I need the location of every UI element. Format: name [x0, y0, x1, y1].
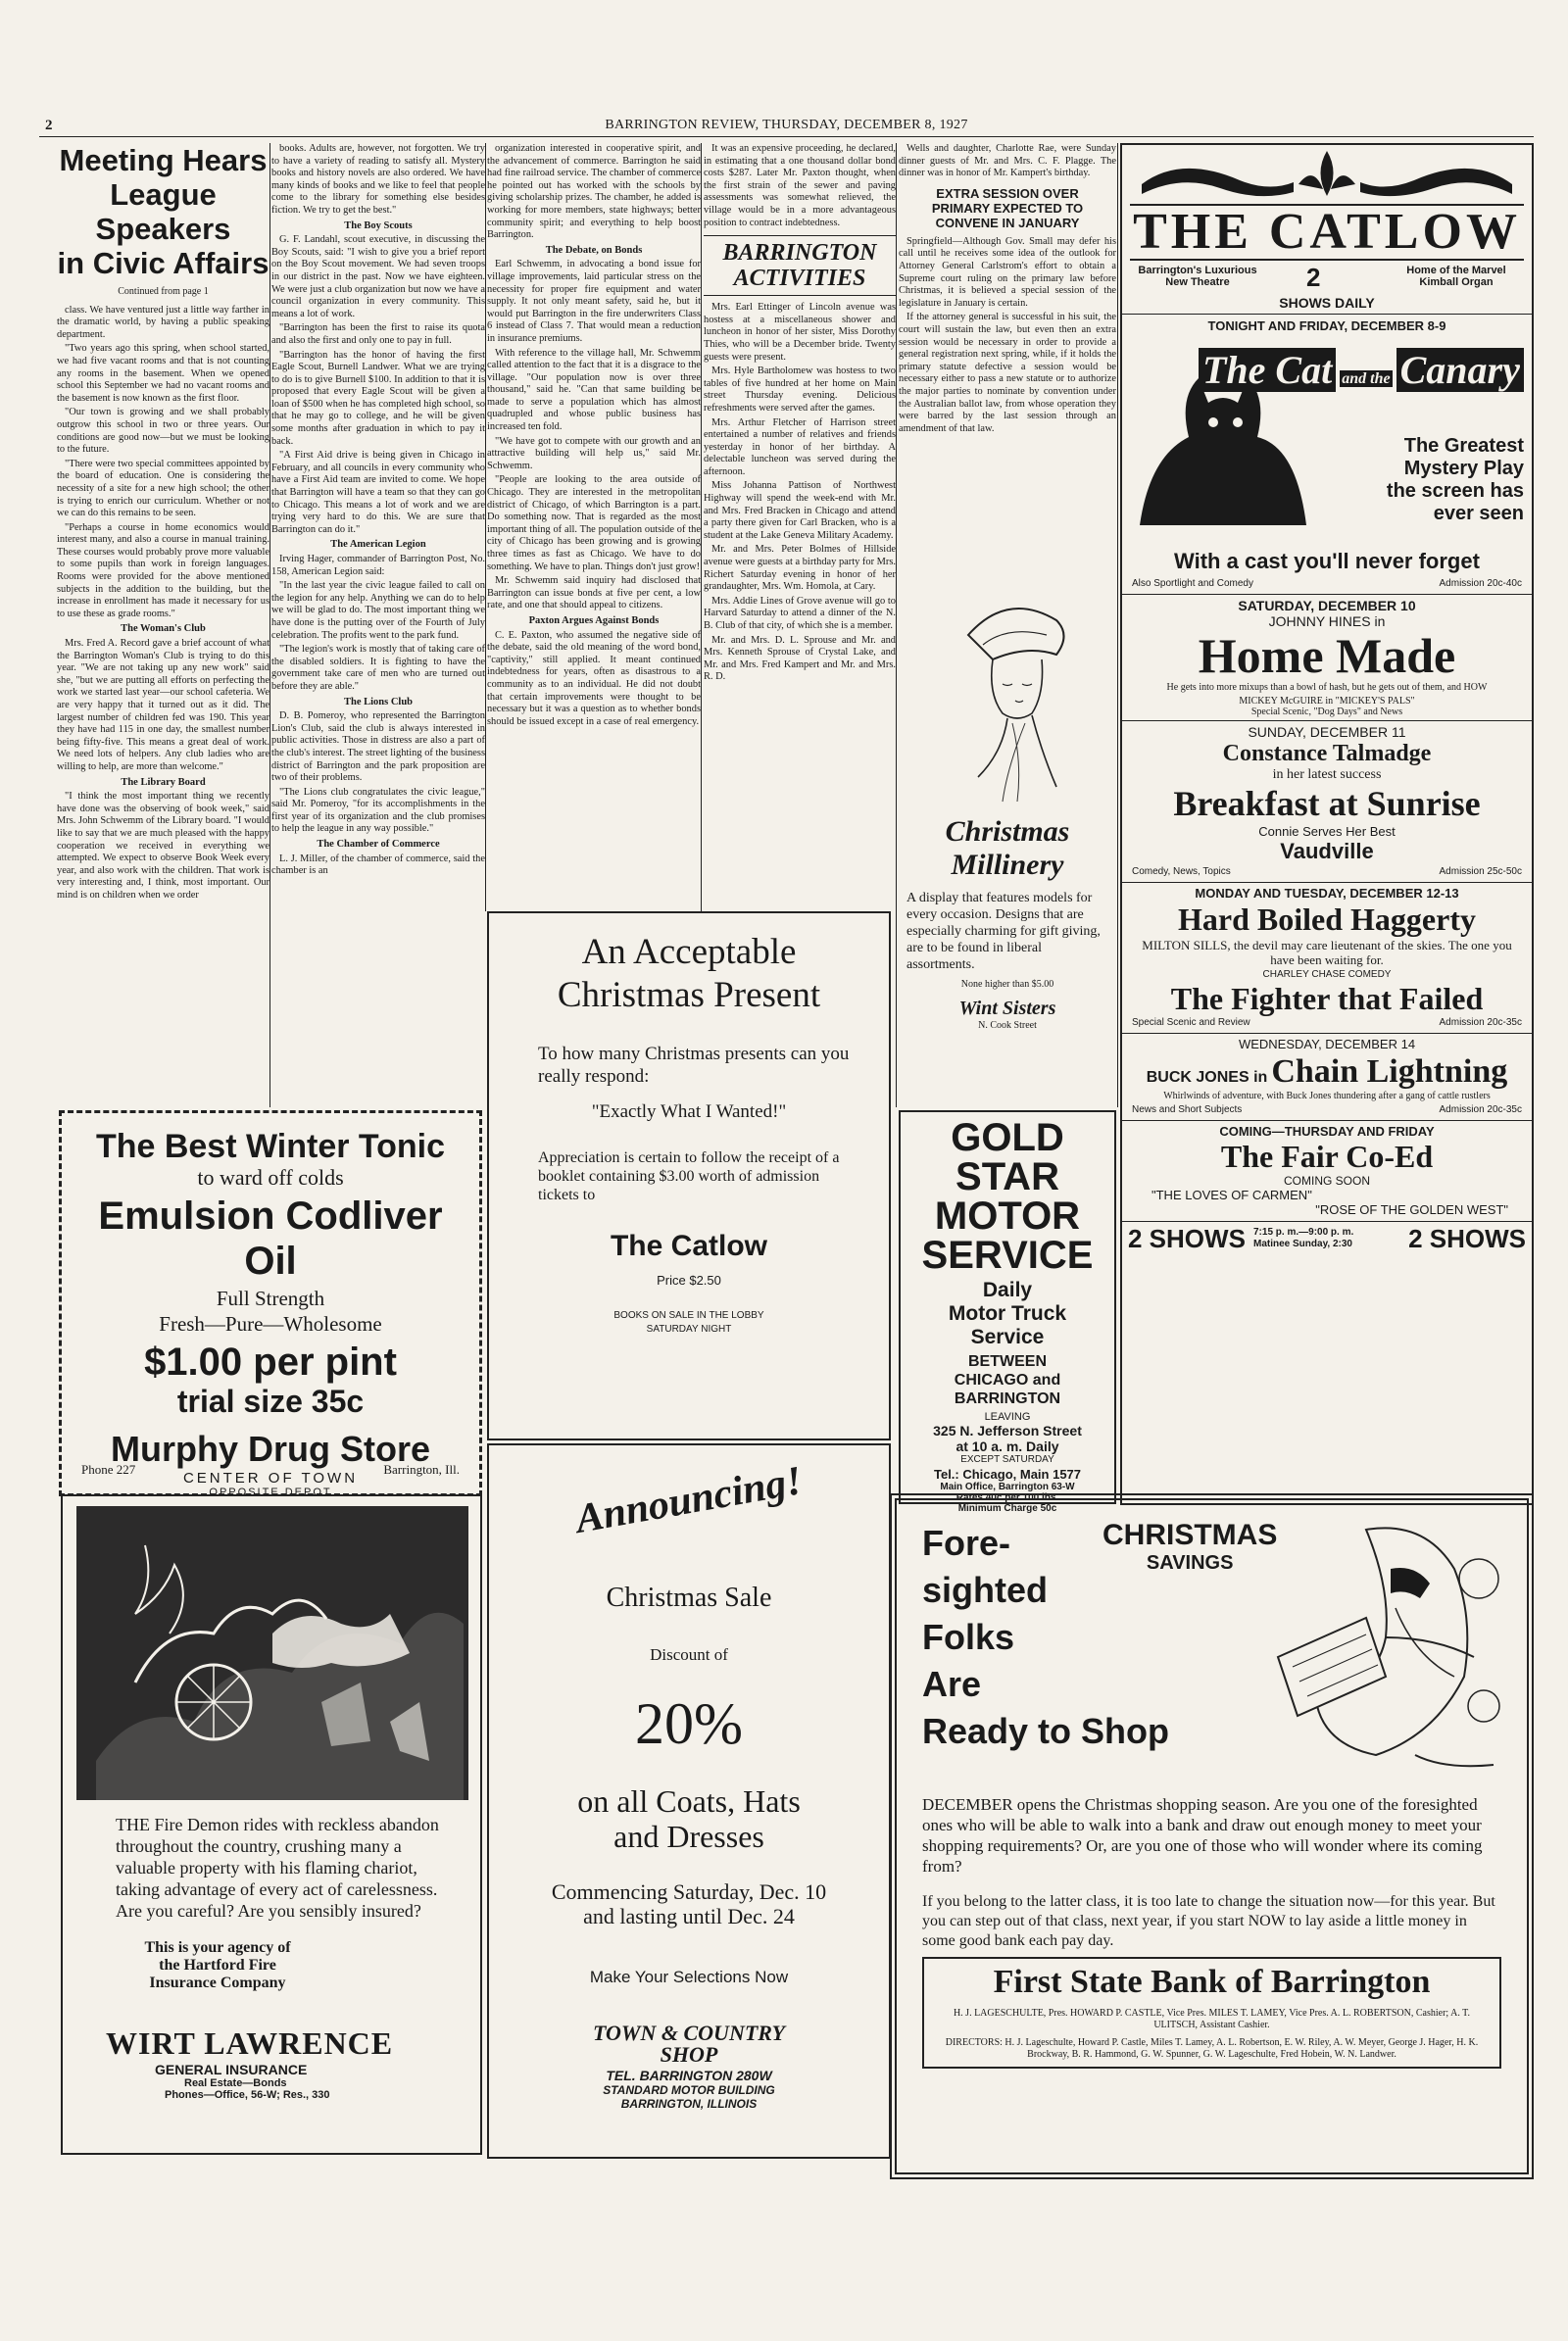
bank-p1: DECEMBER opens the Christmas shopping season. Are you one of the foresighted ones who will be able to walk into a bank and draw out enough money to meet your shopping requirements? Or, are you one of those who will wonder where its coming from?	[922, 1795, 1483, 1876]
fire-text: THE Fire Demon rides with reckless abandon throughout the country, crushing many a valuable property with his flaming chariot, taking advantage of every act of carelessness. Are you careful? Are you sensibly insured?	[116, 1815, 439, 1921]
tonic-sub: to ward off colds	[197, 1165, 344, 1190]
goldstar-leaving: LEAVING	[984, 1411, 1031, 1423]
feature1-tagline: The Greatest Mystery Play the screen has ever seen	[1386, 435, 1524, 524]
fire-name: WIRT LAWRENCE	[106, 2025, 394, 2061]
acceptable-title: An Acceptable Christmas Present	[557, 932, 821, 1015]
column-2: books. Adults are, however, not forgotten. We try to have a variety of reading to satisfy all. Mystery books and history novels are also ordered. We have many kinds of books and we like to feel that people come to the library for something else besides fiction. We try to get the best." The Boy Scouts G. F. Landahl, scout executive, in discussing the Boy Scouts, said: "I wish to give you a brief report on the Boy Scout movement. We had seven troops in our district in the past. Now we have eighteen. We were just a club organization but now we have a council organization in every community. This means a lot of work. "Barrington has been the first to raise its quota and also the first and only one to pay in full. "Barrington has the honor of having the first Eagle Scout, Burnell Landwer. What we are trying to do is to give Burnell $100. In addition to that it is proposed that every Eagle Scout will be given a loan of $500 when he has completed high school, so that he may go to college, and he will be given some months after graduation in which to pay it back. "A First Aid drive is being given in Chicago in February, and all councils in every community who have a First Aid team are invited to come. We hope that Barrington will have a team so that they can go to Chicago. This means a lot of work and we are trying very hard to do this. We are sure that Barrington can do it." The American Legion Irving Hager, commander of Barrington Post, No. 158, American Legion said: "In the last year the civic league failed to call on the legion for any help. Anything we can do to help we will be glad to do. The most important thing we have done is the putting over of the Fourth of July celebration. The profits went to the park fund. "The legion's work is mostly that of taking care of the disabled soldiers. It is fighting to have the government take care of men who are turned out before they are able." The Lions Club D. B. Pomeroy, who represented the Barrington Lion's Club, said the club is always interested in public activities. Those in distress are also a part of the club's interest. The street lighting of the business district of Barrington and the park proposition are two of their problems. "The Lions club congratulates the civic league," said Mr. Pomeroy, "for its accomplishments in the first year of its organization and the club promises to help the league in any way possible." The Chamber of Commerce L. J. Miller, of the chamber of commerce, said the chamber is an	[271, 143, 485, 877]
subhead-woman-club: The Woman's Club	[121, 623, 206, 635]
feature1-title: The Cat and the Canary	[1199, 347, 1524, 393]
santa-passbook-illustration	[1219, 1510, 1513, 1784]
tonic-city: Barrington, Ill.	[383, 1462, 460, 1477]
feature1-dates: TONIGHT AND FRIDAY, DECEMBER 8-9	[1207, 318, 1446, 333]
feature6-b: "ROSE OF THE GOLDEN WEST"	[1315, 1202, 1508, 1217]
feature2-star: JOHNNY HINES in	[1268, 613, 1386, 629]
catlow-name: THE CATLOW	[1130, 204, 1524, 261]
goldstar-title: GOLD STAR MOTOR SERVICE	[921, 1116, 1094, 1277]
feature4-title2: The Fighter that Failed	[1170, 981, 1484, 1016]
catlow-shows: SHOWS DAILY	[1279, 295, 1375, 311]
millinery-address: N. Cook Street	[978, 1020, 1037, 1031]
feature2-special: Special Scenic, "Dog Days" and News	[1250, 707, 1403, 717]
feature3-vaud: Vaudville	[1280, 839, 1374, 863]
goldstar-route: CHICAGO and BARRINGTON	[954, 1372, 1061, 1407]
column-5: Wells and daughter, Charlotte Rae, were Sunday dinner guests of Mr. and Mrs. C. F. Plagge. The dinner was in honor of Mr. Kampert's birthday. EXTRA SESSION OVER PRIMARY EXPECTED TO CONVENE IN JANUARY Springfield—Although Gov. Small may defer his call until he receives some idea of the outlook for Attorney General Carlstrom's effort to obtain a Supreme court ruling on the primary law before Christmas, it is believed a special session of the legislature in January is certain. If the attorney general is successful in his suit, the court will sustain the law, but even then an extra session would be necessary in order to provide a general registration next spring, while, if it holds the primary statute defective a session would be necessary either to pass a new statute or to authorize the major parties to nominate by convention under the Australian ballot law, from whose operation they were barred by the last session through an amendment of that law.	[899, 143, 1116, 434]
feature3-extra: Connie Serves Her Best	[1258, 824, 1396, 839]
column-4: It was an expensive proceeding, he declared, in estimating that a one thousand dollar bond costs $287. Later Mr. Paxton thought, when the first strain of the sewer and paving assessments was somewhat relieved, the village would be in a more advantageous position to contract indebtedness. BARRINGTON ACTIVITIES Mrs. Earl Ettinger of Lincoln avenue was hostess at a miscellaneous shower and luncheon in honor of her sister, Miss Dorothy Thies, who will be a December bride. Twenty guests were present. Mrs. Hyle Bartholomew was hostess to two tables of five hundred at her home on Main street Thursday evening. Delicious refreshments were served after the games. Mrs. Arthur Fletcher of Harrison street entertained a number of relatives and friends yesterday in honor of her birthday. A delectable luncheon was served during the afternoon. Miss Johanna Pattison of Northwest Highway will spend the week-end with Mr. and Mrs. Fred Bracken in Chicago and attend a party there given for Carl Bracken, who is a student at the Lake Geneva Military Academy. Mr. and Mrs. Peter Bolmes of Hillside avenue were guests at a birthday party for Mrs. Richert Saturday evening in honor of her grandaughter, Mrs. Wm. Homola, at Cary. Mrs. Addie Lines of Grove avenue will go to Harvard Saturday to attend a dinner of the N. B. Club of that city, of which she is a member. Mr. and Mrs. D. L. Sprouse and Mr. and Mrs. Kenneth Sprouse of Crystal Lake, and Mr. and Mrs. Fred Kampert and Mr. and Mrs. R. D.	[704, 143, 896, 683]
fire-estate: Real Estate—Bonds	[184, 2077, 287, 2089]
acceptable-theatre: The Catlow	[610, 1230, 767, 1262]
feature6-a: "THE LOVES OF CARMEN"	[1152, 1188, 1312, 1202]
page-number: 2	[45, 118, 53, 133]
feature3-title: Breakfast at Sunrise	[1173, 784, 1481, 823]
feature4-date: MONDAY AND TUESDAY, DECEMBER 12-13	[1195, 886, 1459, 901]
fire-phone: Phones—Office, 56-W; Res., 330	[165, 2089, 330, 2101]
sale-dates: Commencing Saturday, Dec. 10 and lasting until Dec. 24	[551, 1879, 827, 1928]
fire-agency: This is your agency of the Hartford Fire Insurance Company	[144, 1939, 291, 1991]
catlow-left-tag: Barrington's Luxurious New Theatre	[1138, 265, 1257, 288]
acceptable-sale: BOOKS ON SALE IN THE LOBBY SATURDAY NIGHT	[613, 1310, 764, 1335]
tonic-strength: Full Strength	[216, 1287, 325, 1310]
acceptable-text: Appreciation is certain to follow the receipt of a booklet containing $3.00 worth of admission tickets to	[538, 1149, 840, 1203]
tonic-quality: Fresh—Pure—Wholesome	[159, 1312, 382, 1336]
masthead	[39, 116, 1534, 137]
feature6-soon: COMING SOON	[1283, 1174, 1370, 1188]
goldstar-minimum: Minimum Charge 50c	[957, 1503, 1057, 1514]
fire-demon-chariot-illustration	[76, 1506, 468, 1800]
acceptable-present-ad	[487, 911, 891, 1440]
christmas-sale-ad	[487, 1443, 891, 2159]
feature3-star: Constance Talmadge	[1222, 741, 1432, 766]
bank-nameplate	[922, 1957, 1501, 2069]
feature5-footer: News and Short Subjects Admission 20c-35c	[1132, 1104, 1522, 1115]
goldstar-sub: Daily Motor Truck Service	[948, 1279, 1067, 1348]
feature3-date: SUNDAY, DECEMBER 11	[1248, 724, 1406, 740]
subhead-lions: The Lions Club	[343, 696, 414, 707]
tonic-store: Murphy Drug Store	[110, 1429, 430, 1469]
feature3-footer: Comedy, News, Topics Admission 25c-50c	[1132, 866, 1522, 877]
catlow-tagline-row	[1134, 263, 1520, 296]
sale-headline-row	[505, 1583, 873, 1614]
catlow-footer: 2 SHOWS 7:15 p. m.—9:00 p. m. Matinee Sunday, 2:30 2 SHOWS	[1128, 1224, 1526, 1253]
gold-star-ad	[899, 1110, 1116, 1514]
feature6-date: COMING—THURSDAY AND FRIDAY	[1219, 1124, 1435, 1139]
headline-civic: Meeting Hears League Speakers in Civic Affairs	[57, 143, 270, 280]
masthead-title: BARRINGTON REVIEW, THURSDAY, DECEMBER 8, 1927	[605, 118, 968, 132]
subhead-library: The Library Board	[121, 776, 206, 788]
millinery-title: Christmas Millinery	[945, 815, 1070, 881]
column-rule	[485, 143, 486, 911]
sale-discount: Discount of	[650, 1645, 728, 1664]
feature2-date: SATURDAY, DECEMBER 10	[1238, 598, 1416, 613]
goldstar-tel: Tel.: Chicago, Main 1577	[933, 1467, 1082, 1482]
bank-ad	[890, 1493, 1534, 2179]
subhead-legion: The American Legion	[330, 539, 426, 551]
lady-hat-illustration	[909, 566, 1105, 811]
tonic-footer	[81, 1462, 460, 1478]
sale-items: on all Coats, Hats and Dresses	[577, 1783, 801, 1854]
catlow-center-num: 2	[1306, 263, 1321, 292]
feature4-footer: Special Scenic and Review Admission 20c-35c	[1132, 1017, 1522, 1028]
column-rule	[701, 143, 702, 911]
feature5-date: WEDNESDAY, DECEMBER 14	[1238, 1037, 1416, 1051]
feature5-title: Chain Lightning	[1271, 1053, 1508, 1090]
bank-xmas: CHRISTMAS SAVINGS	[1102, 1519, 1278, 1574]
sale-bldg: STANDARD MOTOR BUILDING	[603, 2083, 775, 2097]
goldstar-office: Main Office, Barrington 63-W	[940, 1482, 1075, 1492]
sale-city: BARRINGTON, ILLINOIS	[620, 2097, 758, 2111]
feature5-star: BUCK JONES in	[1146, 1069, 1268, 1086]
session-heading: EXTRA SESSION OVER PRIMARY EXPECTED TO CONVENE IN JANUARY	[931, 185, 1084, 230]
column-3: organization interested in cooperative spirit, and the advancement of commerce. Barrington he said had fine railroad service. The chamber of commerce he pointed out has worked with the schools by giving scholarship prizes. The chamber, he added is working for more members, state highways; better community spirit; and everything to help boost Barrington. The Debate, on Bonds Earl Schwemm, in advocating a bond issue for village improvements, laid particular stress on the necessity for proper fire equipment and water supply. It not only meant safety, said he, but it would put Barrington in the fire underwriters Class 6 instead of Class 7. That would mean a reduction in insurance premiums. With reference to the village hall, Mr. Schwemm called attention to the fact that it is a disgrace to the village. "Our population now is over three thousand," said he. "Can that same building be made to serve a population which has almost quadrupled and whose public business has increased ten fold. "We have got to compete with our growth and an attractive building will help us," said Mr. Schwemm. "People are looking to the area outside of Chicago. They are interested in the metropolitan district of Chicago, of which Barrington is a part. Do something now. That is regarded as the most important thing of all. The population outside of the city of Chicago has been growing and is growing three times as fast as Chicago. We have to do something. We have to plan. Things don't just grow! Mr. Schwemm said inquiry had disclosed that Barrington can issue bonds at five per cent, a low rate, and one that should appeal to citizens. Paxton Argues Against Bonds C. E. Paxton, who assumed the negative side of the debate, said the old meaning of the word bond, "captivity," still applied. It meant continued indebtedness for years, often as disastrous to a community as to an individual. He did not doubt that certain improvements were thought to be necessary but it was a question as to whether bonds should be issued except in a case of real emergency.	[487, 143, 701, 727]
sale-headline: Christmas Sale	[606, 1583, 772, 1613]
bank-directors: DIRECTORS: H. J. Lageschulte, Howard P. Castle, Miles T. Lamey, A. L. Robertson, E. W. Riley, A. W. Meyer, George J. Hager, H. K. Brockway, B. R. Hammond, G. W. Spunner, G. W. Lageschulte, Fred Hobein, W. N. Landwer.	[945, 2037, 1479, 2060]
subhead-paxton: Paxton Argues Against Bonds	[528, 614, 660, 626]
feature2-title: Home Made	[1198, 628, 1456, 683]
bank-officers: H. J. LAGESCHULTE, Pres. HOWARD P. CASTLE, Vice Pres. MILES T. LAMEY, Vice Pres. A. L. ROBERTSON, Cashier; A. T. ULITSCH, Assistant Cashier.	[953, 2008, 1471, 2030]
bank-fore: Fore- sighted Folks Are Ready to Shop	[922, 1523, 1170, 1751]
acceptable-question: To how many Christmas presents can you really respond:	[538, 1044, 850, 1087]
feature4-title: Hard Boiled Haggerty	[1178, 902, 1476, 937]
goldstar-except: EXCEPT SATURDAY	[960, 1454, 1054, 1465]
tonic-product: Emulsion Codliver Oil	[98, 1195, 443, 1283]
feature3-sub: in her latest success	[1272, 767, 1382, 782]
subhead-commerce: The Chamber of Commerce	[317, 839, 440, 851]
sale-announcing: Announcing!	[572, 1458, 806, 1542]
subhead-scouts: The Boy Scouts	[344, 219, 413, 231]
continued-note: Continued from page 1	[118, 286, 209, 297]
bank-name: First State Bank of Barrington	[993, 1964, 1431, 2000]
goldstar-between: BETWEEN	[968, 1353, 1047, 1370]
feature4-extra: CHARLEY CHASE COMEDY	[1262, 969, 1392, 980]
tonic-center: CENTER OF TOWN	[182, 1470, 359, 1487]
fire-business: GENERAL INSURANCE	[155, 2062, 308, 2077]
column-rule	[1117, 143, 1118, 1107]
ornament-border-icon	[1122, 145, 1532, 204]
tonic-phone: Phone 227	[81, 1462, 136, 1477]
millinery-ad	[899, 561, 1116, 1080]
feature1-poster	[1130, 339, 1524, 545]
tonic-ad	[59, 1110, 482, 1496]
column-rule	[896, 143, 897, 1107]
feature4-blurb: MILTON SILLS, the devil may care lieutenant of the skies. The one you have been waiting for.	[1142, 938, 1512, 967]
millinery-text: A display that features models for every occasion. Designs that are especially charming for gift giving, are to be found in liberal assortments.	[906, 891, 1101, 972]
acceptable-price: Price $2.50	[657, 1273, 721, 1288]
bank-p2: If you belong to the latter class, it is too late to change the situation now—for this year. But you can step out of that class, next year, if you start NOW to lay aside a little money in some good bank each pay day.	[922, 1893, 1495, 1949]
acceptable-quote: "Exactly What I Wanted!"	[591, 1101, 787, 1122]
tonic-price: $1.00 per pint	[144, 1341, 397, 1384]
sale-shop-logo: TOWN & COUNTRY SHOP	[593, 2021, 785, 2067]
tonic-opposite: OPPOSITE DEPOT	[209, 1487, 332, 1498]
catlow-right-tag: Home of the Marvel Kimball Organ	[1406, 265, 1506, 288]
tonic-trial: trial size 35c	[176, 1384, 365, 1419]
feature2-blurb: He gets into more mixups than a bowl of hash, but he gets out of them, and HOW	[1166, 682, 1488, 693]
column-1: Meeting Hears League Speakers in Civic Affairs Continued from page 1 class. We have ventured just a little way farther in the dramatic world, by having a public speaking department. "Two years ago this spring, when school started, we had five vacant rooms and that is not counting any rooms in the basement. When we opened school this September we had no vacant rooms and the basement is now known as the first floor. "Our town is growing and we shall probably outgrow this school in two or three years. Our conditions are good now—but we must be looking to the future. "There were two special committees appointed by the board of education. One is considering the necessity of a site for a new high school; the other is trying to enrich our curriculum. Whether or not we can do this remains to be seen. "Perhaps a course in home economics would interest many, and also a course in manual training. These courses would probably prove more valuable to some pupils than work in foreign languages. Rooms were provided for the above mentioned subjects in the addition to the building, but the increase in enrollment has made it necessary for us to use these as grade rooms." The Woman's Club Mrs. Fred A. Record gave a brief account of what the Barrington Woman's Club is trying to do this year. "We are not taking up any new work" said she, "but we are putting all efforts on perfecting the work we started last year—our school cafeteria. We are very happy that it turned out as it did. The largest number of children fed was 190. This year they have had 115 in one day, the smallest number being fifty-five. This means a great deal of work. We need lots of helpers. Any club ladies who are willing to help, are more than welcome." The Library Board "I think the most important thing we recently have done was the observing of book week," said Mrs. John Schwemm of the Library board. "I would like to say that we are much pleased with the happy cooperation we received in everything we attempted. We expect to observe Book Week every year, and also work with the children. That work is very interesting and, I think, most important. Our mind is on children when we order	[57, 143, 270, 901]
goldstar-address: 325 N. Jefferson Street at 10 a. m. Daily	[933, 1423, 1082, 1454]
sale-tel: TEL. BARRINGTON 280W	[606, 2068, 772, 2083]
millinery-price: None higher than $5.00	[960, 979, 1054, 990]
goldstar-rates: Rates 40c per 100 lbs.	[956, 1492, 1059, 1503]
feature1-cast: With a cast you'll never forget	[1174, 549, 1480, 573]
subhead-debate: The Debate, on Bonds	[545, 244, 643, 256]
millinery-shop: Wint Sisters	[958, 998, 1056, 1019]
catlow-ad	[1120, 143, 1534, 1505]
feature5-blurb: Whirlwinds of adventure, with Buck Jones thundering after a gang of cattle rustlers	[1163, 1091, 1491, 1101]
activities-heading: BARRINGTON ACTIVITIES	[704, 235, 896, 296]
feature5-row	[1122, 1053, 1532, 1091]
sale-cta: Make Your Selections Now	[589, 1968, 789, 1986]
sale-percent: 20%	[635, 1691, 743, 1756]
tonic-title: The Best Winter Tonic	[95, 1128, 446, 1165]
fire-insurance-ad	[61, 1494, 482, 2155]
feature1-footer: Also Sportlight and Comedy Admission 20c-40c	[1132, 578, 1522, 589]
feature2-extra: MICKEY McGUIRE in "MICKEY'S PALS"	[1239, 696, 1415, 707]
feature6-title: The Fair Co-Ed	[1220, 1139, 1434, 1174]
